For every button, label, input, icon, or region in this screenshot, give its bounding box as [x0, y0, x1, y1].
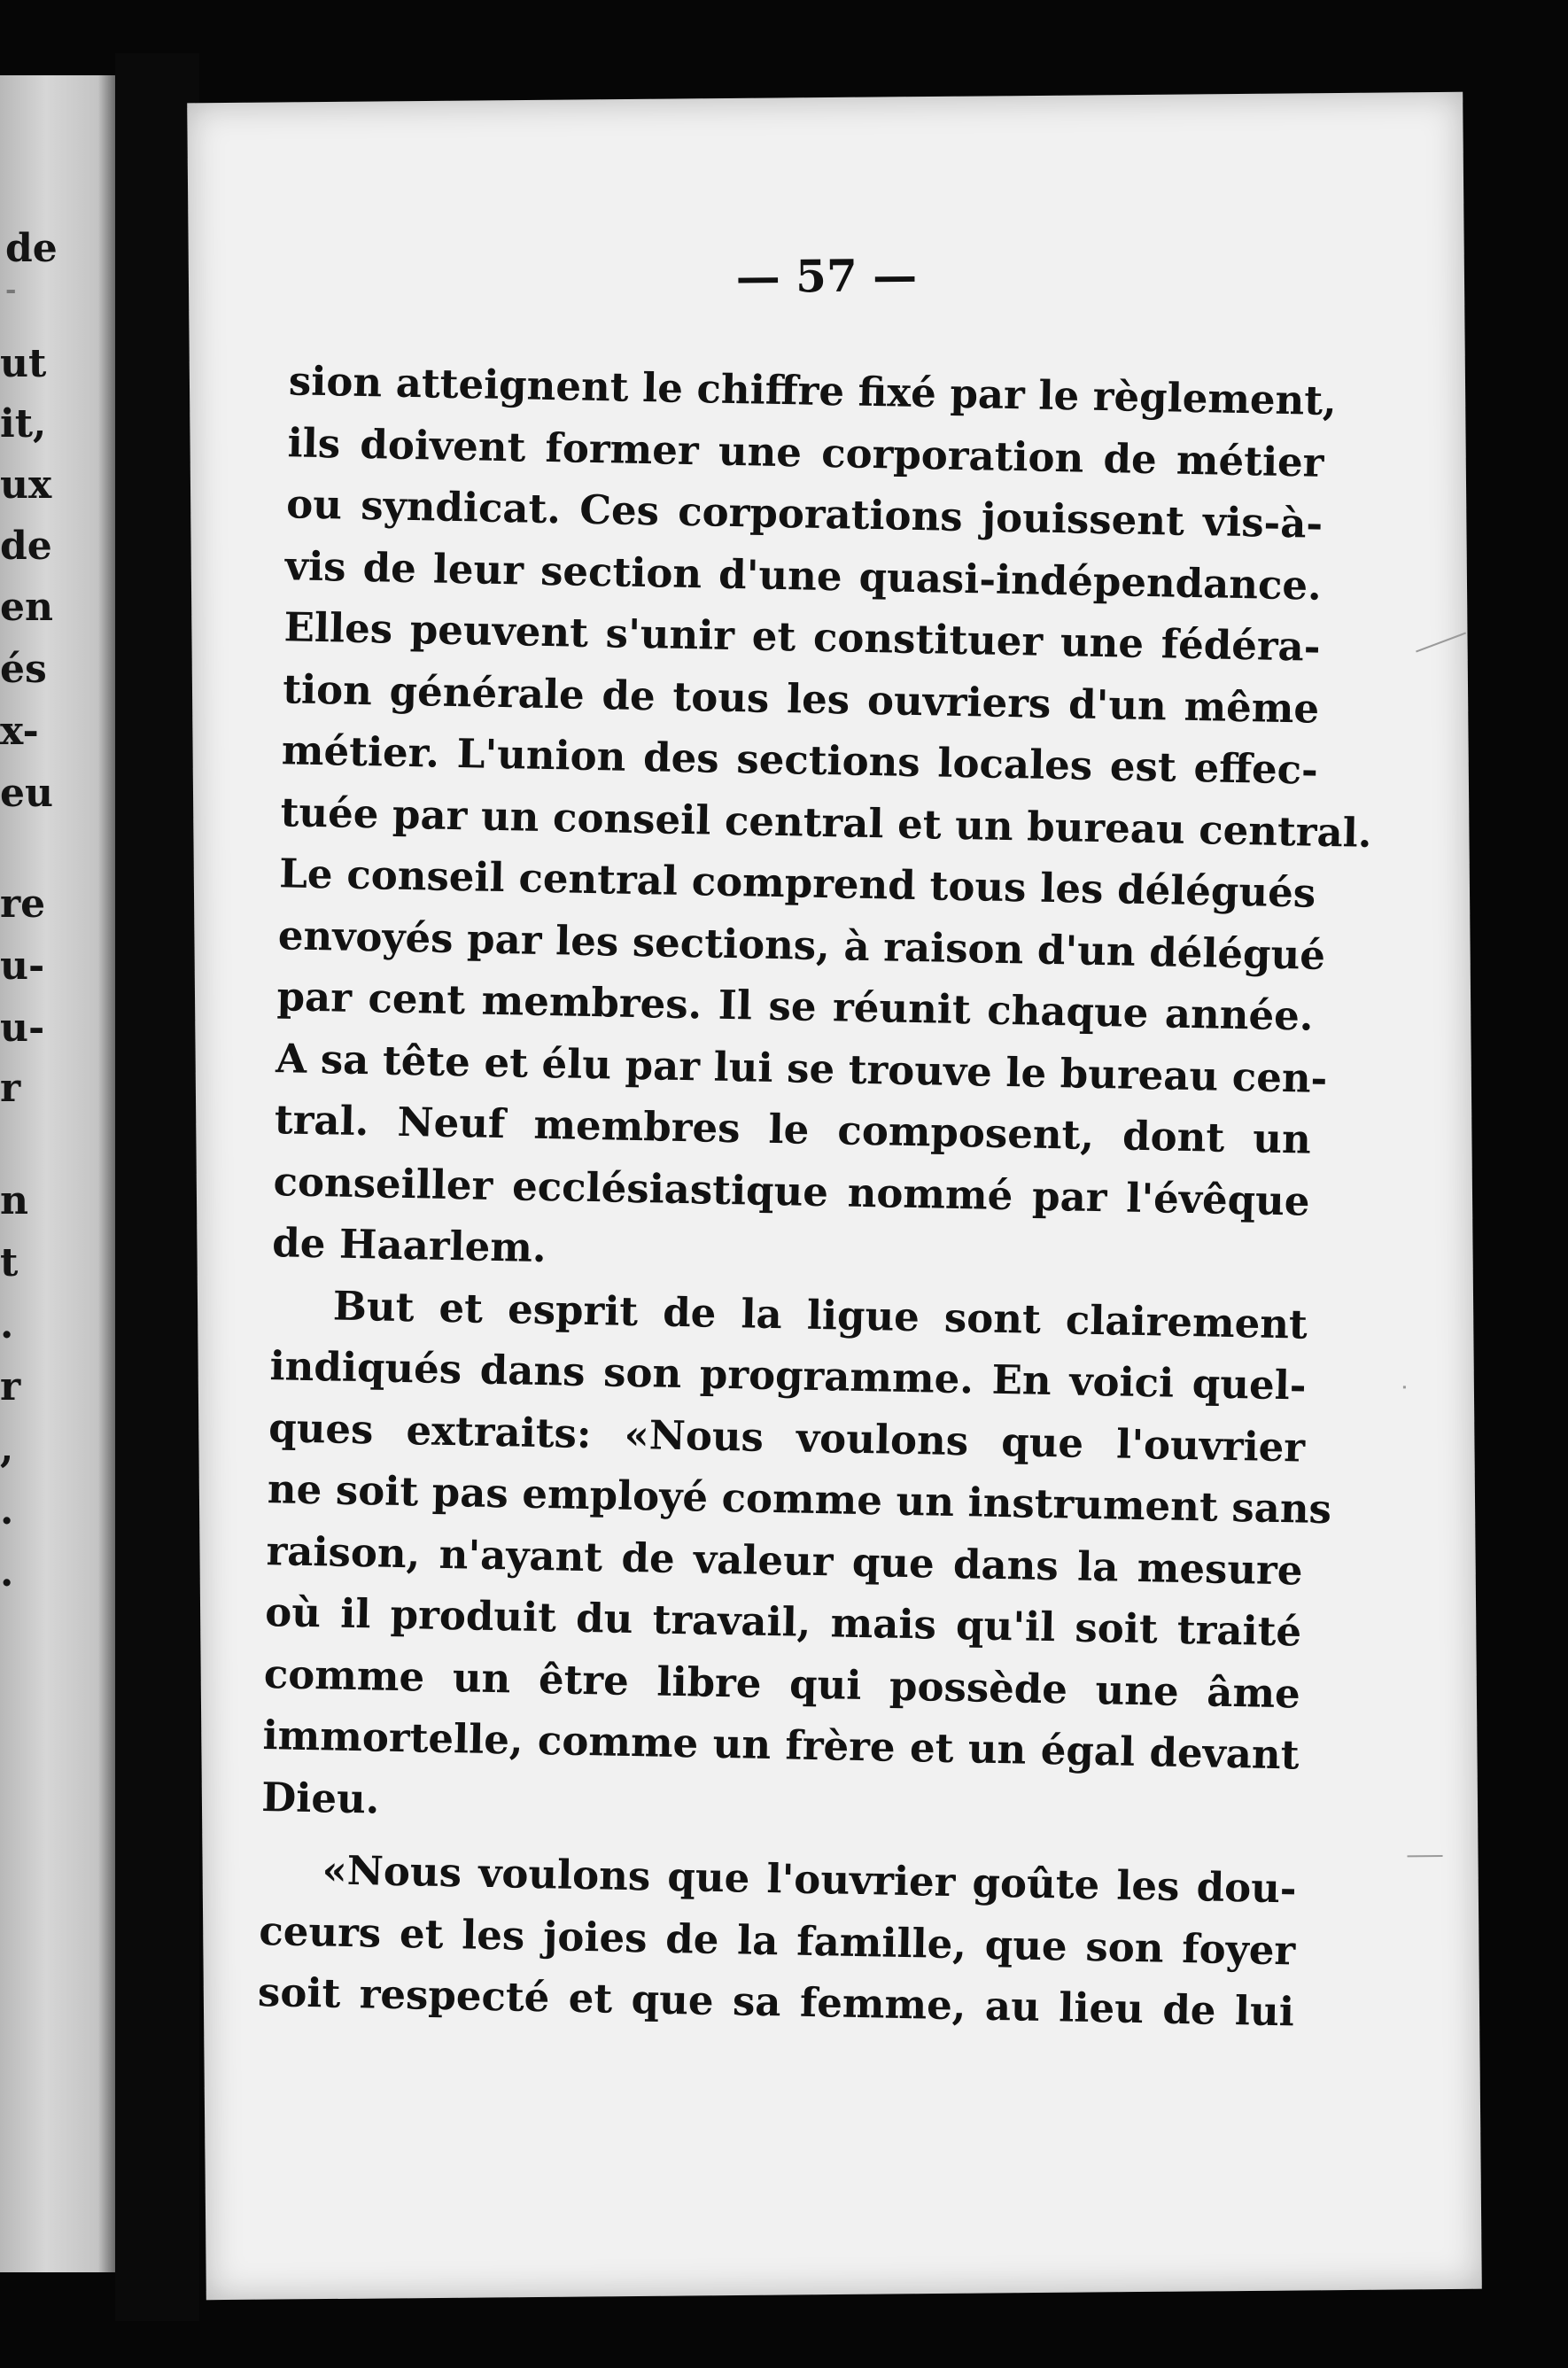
text-line: immortelle, comme un frère et un égal devant — [262, 1712, 1300, 1779]
text-line: de Haarlem. — [271, 1219, 547, 1272]
adjacent-page-fragment: n — [0, 1178, 28, 1223]
book-page — [187, 92, 1482, 2300]
paragraph — [260, 1274, 1332, 1848]
text-line: tion générale de tous les ouvriers d'un même — [282, 664, 1320, 733]
text-line: sion atteignent le chiffre fixé par le règlement, — [288, 357, 1338, 425]
paragraph — [257, 1838, 1297, 2043]
text-line: raison, n'ayant de valeur que dans la mesure — [266, 1526, 1303, 1595]
adjacent-page-fragment: . — [0, 1488, 14, 1533]
text-line: «Nous voulons que l'ouvrier goûte les dou- — [322, 1846, 1298, 1913]
text-line: Dieu. — [260, 1773, 380, 1823]
text-line: ques extraits: «Nous voulons que l'ouvrier — [268, 1403, 1306, 1471]
text-line: envoyés par les sections, à raison d'un délégué — [277, 911, 1326, 979]
text-line: Elles peuvent s'unir et constituer une fédéra- — [283, 603, 1321, 671]
adjacent-page-fragment: x- — [0, 709, 39, 754]
text-line: où il produit du travail, mais qu'il soit traité — [264, 1588, 1302, 1656]
adjacent-page-fragment: t — [0, 1240, 19, 1285]
adjacent-page-fragment: ut — [0, 341, 47, 386]
adjacent-page-fragment: . — [0, 1550, 14, 1595]
page-text — [257, 350, 1372, 2043]
adjacent-page-fragment: r — [0, 1066, 21, 1111]
text-line: tral. Neuf membres le composent, dont un — [274, 1096, 1312, 1163]
adjacent-page-fragment: - — [5, 275, 17, 306]
book-gutter — [115, 53, 199, 2321]
adjacent-page-edge — [0, 75, 115, 2272]
text-line: But et esprit de la ligue sont clairement — [332, 1281, 1308, 1348]
text-line: tuée par un conseil central et un bureau central. — [280, 788, 1372, 857]
adjacent-page-fragment: eu — [0, 771, 53, 816]
text-line: comme un être libre qui possède une âme — [263, 1650, 1301, 1718]
adjacent-page-fragment: re — [0, 881, 46, 927]
paragraph — [271, 350, 1372, 1293]
adjacent-page-fragment: r — [0, 1364, 21, 1409]
adjacent-page-fragment: de — [5, 226, 58, 271]
scan-artifact — [1403, 1386, 1406, 1388]
text-line: soit respecté et que sa femme, au lieu de lui — [257, 1968, 1295, 2036]
text-line: par cent membres. Il se réunit chaque année. — [276, 973, 1314, 1040]
adjacent-page-fragment: it, — [0, 401, 47, 446]
adjacent-page-fragment: . — [0, 1302, 14, 1347]
text-line: ne soit pas employé comme un instrument sans — [267, 1465, 1332, 1533]
text-line: vis de leur section d'une quasi-indépendance. — [284, 541, 1323, 609]
text-line: métier. L'union des sections locales est effec- — [281, 726, 1319, 794]
text-line: Le conseil central comprend tous les délégués — [278, 850, 1316, 917]
adjacent-page-fragment: ux — [0, 462, 52, 508]
adjacent-page-fragment: u- — [0, 943, 45, 989]
page-number: — 57 — — [735, 249, 918, 303]
adjacent-page-fragment: u- — [0, 1005, 45, 1051]
text-line: ceurs et les joies de la famille, que son foyer — [258, 1906, 1296, 1974]
text-line: indiqués dans son programme. En voici quel- — [269, 1342, 1307, 1409]
text-line: ou syndicat. Ces corporations jouissent vis-à- — [285, 480, 1323, 547]
text-line: A sa tête et élu par lui se trouve le bureau cen- — [275, 1034, 1328, 1102]
adjacent-page-fragment: , — [0, 1426, 14, 1471]
adjacent-page-fragment: és — [0, 647, 47, 692]
scan-artifact — [1416, 633, 1466, 653]
text-line: conseiller ecclésiastique nommé par l'évêque — [273, 1157, 1310, 1225]
text-line: ils doivent former une corporation de métier — [287, 418, 1324, 486]
adjacent-page-fragment: de — [0, 524, 52, 569]
scan-artifact — [1408, 1855, 1443, 1857]
adjacent-page-fragment: en — [0, 585, 53, 630]
